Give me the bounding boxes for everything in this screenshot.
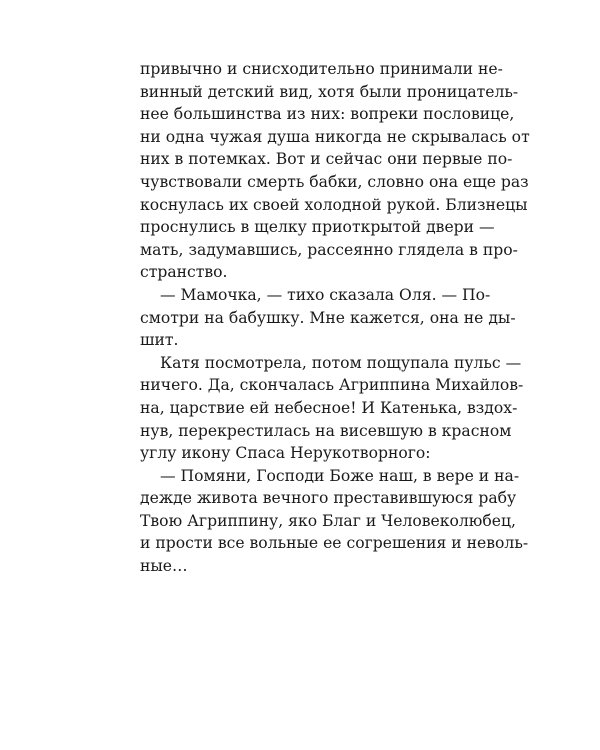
page-text xyxy=(140,58,530,578)
text-line: и прости все вольные ее согрешения и неволь- xyxy=(140,534,529,553)
text-line: чувствовали смерть бабки, словно она еще раз xyxy=(140,172,529,191)
text-line: мать, задумавшись, рассеянно глядела в про- xyxy=(140,240,518,259)
text-line: странство. xyxy=(140,263,228,282)
paragraph xyxy=(140,352,524,465)
text-line: них в потемках. Вот и сейчас они первые по- xyxy=(140,150,513,169)
paragraph xyxy=(140,465,529,578)
text-line: — Мамочка, — тихо сказала Оля. — По- xyxy=(160,285,491,304)
paragraph xyxy=(140,284,516,352)
text-line: шит. xyxy=(140,331,179,350)
text-line: ни одна чужая душа никогда не скрывалась от xyxy=(140,127,530,146)
text-line: ничего. Да, скончалась Агриппина Михайлов- xyxy=(140,376,524,395)
text-line: на, царствие ей небесное! И Катенька, вздох- xyxy=(140,398,518,417)
text-line: коснулась их своей холодной рукой. Близнецы xyxy=(140,195,528,214)
text-line: дежде живота вечного преставившуюся рабу xyxy=(140,489,517,508)
text-line: проснулись в щелку приоткрытой двери — xyxy=(140,218,495,237)
text-line: смотри на бабушку. Мне кажется, она не ды- xyxy=(140,308,516,327)
text-line: привычно и снисходительно принимали не- xyxy=(140,60,503,78)
text-line: ные… xyxy=(140,557,188,576)
text-line: углу икону Спаса Нерукотворного: xyxy=(140,444,431,463)
text-line: — Помяни, Господи Боже наш, в вере и на- xyxy=(160,466,520,485)
text-line: винный детский вид, хотя были проницатель- xyxy=(140,82,519,101)
text-line: нув, перекрестилась на висевшую в красном xyxy=(140,421,512,440)
paragraph xyxy=(140,58,530,284)
text-line: Катя посмотрела, потом пощупала пульс — xyxy=(160,353,522,372)
text-line: нее большинства из них: вопреки пословице, xyxy=(140,105,515,124)
text-line: Твою Агриппину, яко Благ и Человеколюбец, xyxy=(140,511,516,530)
